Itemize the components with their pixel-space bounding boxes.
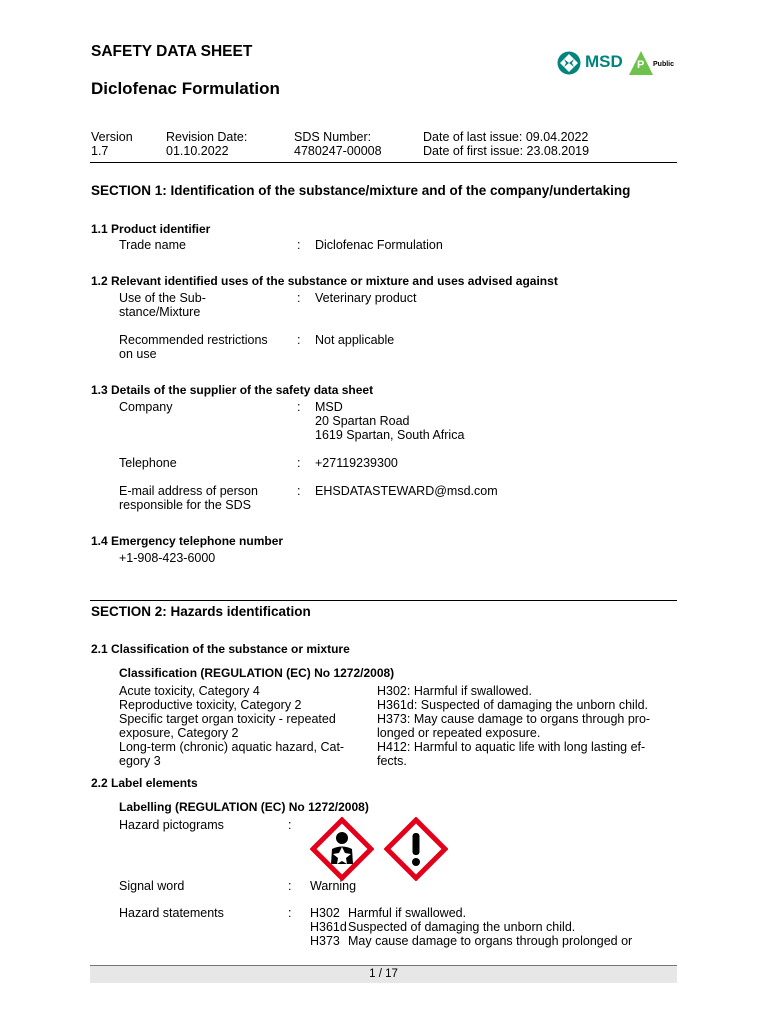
use-label-line2: stance/Mixture xyxy=(119,305,201,319)
hazard-statement-item: H302: Harmful if swallowed. xyxy=(377,684,532,698)
company-name: MSD xyxy=(315,400,343,414)
signal-word-label: Signal word xyxy=(119,879,185,893)
trade-name-value: Diclofenac Formulation xyxy=(315,238,443,252)
signal-word-value: Warning xyxy=(310,879,357,893)
classification-item: Reproductive toxicity, Category 2 xyxy=(119,698,302,712)
company-label: Company xyxy=(119,400,173,414)
page-footer xyxy=(90,965,677,983)
exclamation-mark-pictogram-icon xyxy=(384,817,448,881)
email-value[interactable]: EHSDATASTEWARD@msd.com xyxy=(315,484,498,498)
telephone-label: Telephone xyxy=(119,456,177,470)
header-divider xyxy=(90,162,677,163)
restrictions-label-line2: on use xyxy=(119,347,157,361)
hazard-statement-list xyxy=(377,684,650,768)
hazard-code: H361d xyxy=(310,920,347,934)
msd-logo-icon xyxy=(555,50,583,76)
classification-list xyxy=(119,684,344,768)
colon: : xyxy=(288,879,292,893)
revision-date-label: Revision Date: xyxy=(166,130,248,144)
colon: : xyxy=(297,291,301,305)
company-city-line: 1619 Spartan, South Africa xyxy=(315,428,465,442)
trade-name-label: Trade name xyxy=(119,238,186,252)
hazard-text: Suspected of damaging the unborn child. xyxy=(348,920,576,934)
hazard-statement-row xyxy=(310,920,632,934)
colon: : xyxy=(288,818,292,832)
hazard-statements-label: Hazard statements xyxy=(119,906,224,920)
telephone-value: +27119239300 xyxy=(315,456,398,470)
version-label: Version xyxy=(91,130,133,144)
section1-title: SECTION 1: Identification of the substance/mixture and of the company/undertaking xyxy=(91,183,631,198)
date-first-issue: Date of first issue: 23.08.2019 xyxy=(423,144,590,158)
s11-title: 1.1 Product identifier xyxy=(91,222,211,236)
pictograms-label: Hazard pictograms xyxy=(119,818,224,832)
classification-item: egory 3 xyxy=(119,754,161,768)
public-classification-badge xyxy=(628,50,678,76)
hazard-code: H373 xyxy=(310,934,340,948)
hazard-statements-list xyxy=(310,906,632,948)
use-value: Veterinary product xyxy=(315,291,417,305)
company-address-line: 20 Spartan Road xyxy=(315,414,410,428)
colon: : xyxy=(297,484,301,498)
sds-number-value: 4780247-00008 xyxy=(294,144,382,158)
labelling-title: Labelling (REGULATION (EC) No 1272/2008) xyxy=(119,800,369,814)
classification-title: Classification (REGULATION (EC) No 1272/2008) xyxy=(119,666,395,680)
classification-item: exposure, Category 2 xyxy=(119,726,239,740)
hazard-statement-item: longed or repeated exposure. xyxy=(377,726,541,740)
classification-item: Acute toxicity, Category 4 xyxy=(119,684,260,698)
s12-title: 1.2 Relevant identified uses of the substance or mixture and uses advised against xyxy=(91,274,558,288)
health-hazard-pictogram-icon xyxy=(310,817,374,881)
public-badge-text: Public xyxy=(653,61,675,68)
emergency-phone: +1-908-423-6000 xyxy=(119,551,216,565)
restrictions-value: Not applicable xyxy=(315,333,395,347)
s14-title: 1.4 Emergency telephone number xyxy=(91,534,284,548)
colon: : xyxy=(297,333,301,347)
colon: : xyxy=(297,400,301,414)
public-badge-letter: P xyxy=(637,59,645,71)
email-label-line1: E-mail address of person xyxy=(119,484,258,498)
revision-date-value: 01.10.2022 xyxy=(166,144,229,158)
section-divider xyxy=(90,600,677,601)
s22-title: 2.2 Label elements xyxy=(91,776,198,790)
sds-number-label: SDS Number: xyxy=(294,130,372,144)
s21-title: 2.1 Classification of the substance or mixture xyxy=(91,642,350,656)
section2-title: SECTION 2: Hazards identification xyxy=(91,604,311,619)
hazard-statement-item: H373: May cause damage to organs through pro- xyxy=(377,712,651,726)
version-value: 1.7 xyxy=(91,144,109,158)
colon: : xyxy=(297,456,301,470)
classification-item: Specific target organ toxicity - repeated xyxy=(119,712,336,726)
classification-item: Long-term (chronic) aquatic hazard, Cat- xyxy=(119,740,345,754)
hazard-text: Harmful if swallowed. xyxy=(348,906,467,920)
hazard-code: H302 xyxy=(310,906,340,920)
page-number: 1 / 17 xyxy=(369,968,398,980)
use-label-line1: Use of the Sub- xyxy=(119,291,206,305)
document-type: SAFETY DATA SHEET xyxy=(91,43,253,60)
msd-logo xyxy=(555,50,621,76)
hazard-statement-row xyxy=(310,906,632,920)
product-title: Diclofenac Formulation xyxy=(91,79,280,98)
hazard-text: May cause damage to organs through prolonged or xyxy=(348,934,633,948)
date-last-issue: Date of last issue: 09.04.2022 xyxy=(423,130,589,144)
msd-logo-text: MSD xyxy=(585,52,623,71)
restrictions-label-line1: Recommended restrictions xyxy=(119,333,268,347)
hazard-statement-item: H412: Harmful to aquatic life with long lasting ef- xyxy=(377,740,646,754)
hazard-statement-row xyxy=(310,934,632,948)
s13-title: 1.3 Details of the supplier of the safety data sheet xyxy=(91,383,374,397)
colon: : xyxy=(288,906,292,920)
hazard-statement-item: H361d: Suspected of damaging the unborn child. xyxy=(377,698,649,712)
colon: : xyxy=(297,238,301,252)
hazard-statement-item: fects. xyxy=(377,754,407,768)
email-label-line2: responsible for the SDS xyxy=(119,498,252,512)
